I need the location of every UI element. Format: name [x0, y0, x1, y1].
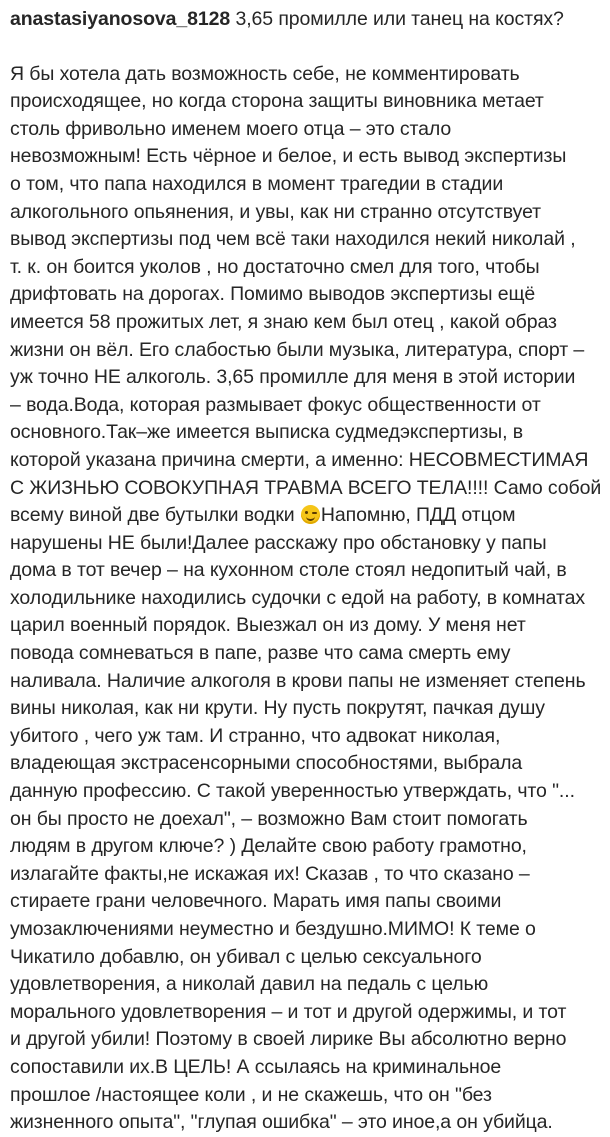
caption-line: царил военный порядок. Выезжал он из дому. У меня нет	[10, 614, 526, 637]
caption-line: людям в другом ключе? ) Делайте свою работу грамотно,	[10, 835, 527, 858]
caption-line: излагайте факты,не искажая их! Сказав , то что сказано –	[10, 862, 530, 885]
caption-line: жизненного опыта", "глупая ошибка" – это иное,а он убийца.	[10, 1111, 553, 1134]
caption-line: – вода.Вода, которая размывает фокус общественности от	[10, 393, 541, 416]
caption-line: владеющая экстрасенсорными способностями, выбрала	[10, 752, 523, 775]
caption-line: о том, что папа находился в момент трагедии в стадии	[10, 172, 504, 195]
caption-line: он бы просто не доехал", – возможно Вам стоит помогать	[10, 807, 528, 830]
caption-line: морального удовлетворения – и тот и другой одержимы, и тот	[10, 1000, 567, 1023]
username-link[interactable]: anastasiyanosova_8128	[10, 8, 231, 30]
caption-line: т. к. он боится уколов , но достаточно смел для того, чтобы	[10, 255, 540, 278]
caption-line	[10, 502, 600, 530]
caption-line: невозможным! Есть чёрное и белое, и есть вывод экспертизы	[10, 145, 567, 168]
caption-line: жизни он вёл. Его слабостью были музыка, литература, спорт –	[10, 338, 585, 361]
caption-line: имеется 58 прожитых лет, я знаю кем был отец , какой образ	[10, 310, 557, 333]
caption-body	[10, 61, 600, 1137]
caption-line: нарушены НЕ были!Далее расскажу про обстановку у папы	[10, 531, 547, 554]
caption-line: наливала. Наличие алкоголя в крови папы не изменяет степень	[10, 669, 586, 692]
caption-header	[10, 6, 600, 34]
caption-line: и другой убили! Поэтому в своей лирике Вы абсолютно верно	[10, 1028, 567, 1051]
caption-line: алкогольного опьянения, и увы, как ни странно отсутствует	[10, 200, 541, 223]
caption-line: С ЖИЗНЬЮ СОВОКУПНАЯ ТРАВМА ВСЕГО ТЕЛА!!!! Само собой	[10, 476, 602, 499]
caption-line: уж точно НЕ алкоголь. 3,65 промилле для меня в этой истории	[10, 366, 576, 389]
caption-line: прошлое /настоящее коли , и не скажешь, что он "без	[10, 1083, 492, 1106]
caption-line: убитого , чего уж там. И странно, что адвокат николая,	[10, 724, 501, 747]
caption-line: дрифтовать на дорогах. Помимо выводов экспертизы ещё	[10, 283, 536, 306]
caption-line: Я бы хотела дать возможность себе, не комментировать	[10, 62, 520, 85]
caption-line: вывод экспертизы под чем всё таки находился некий николай ,	[10, 228, 576, 251]
post-title: 3,65 промилле или танец на костях?	[235, 8, 564, 30]
caption-text: всему виной две бутылки водки	[10, 504, 300, 527]
caption-text: Напомню, ПДД отцом	[320, 504, 516, 527]
caption-line: основного.Так–же имеется выписка судмедэкспертизы, в	[10, 421, 523, 444]
caption-line: повода сомневаться в папе, разве что сама смерть ему	[10, 642, 511, 665]
caption-line: удовлетворения, а николай давил на педаль с целью	[10, 973, 489, 996]
caption-line: данную профессию. С такой уверенностью утверждать, что "...	[10, 780, 575, 803]
caption-line: которой указана причина смерти, а именно: НЕСОВМЕСТИМАЯ	[10, 448, 589, 471]
caption-line: Чикатило добавлю, он убивал с целью сексуального	[10, 945, 482, 968]
winking-face-icon	[301, 505, 320, 524]
caption-line: происходящее, но когда сторона защиты виновника метает	[10, 90, 544, 113]
caption-line: стираете грани человечного. Марать имя папы своими	[10, 890, 502, 913]
caption-line: дома в тот вечер – на кухонном столе стоял недопитый чай, в	[10, 559, 567, 582]
caption-line: сопоставили их.В ЦЕЛЬ! А ссылаясь на криминальное	[10, 1055, 502, 1078]
caption-line: умозаключениями неуместно и бездушно.МИМО! К теме о	[10, 918, 536, 940]
caption-line: холодильнике находились судочки с едой на работу, в комнатах	[10, 586, 586, 609]
caption-line: столь фривольно именем моего отца – это стало	[10, 117, 452, 140]
caption-line: вины николая, как ни крути. Ну пусть покрутят, пачкая душу	[10, 697, 545, 720]
